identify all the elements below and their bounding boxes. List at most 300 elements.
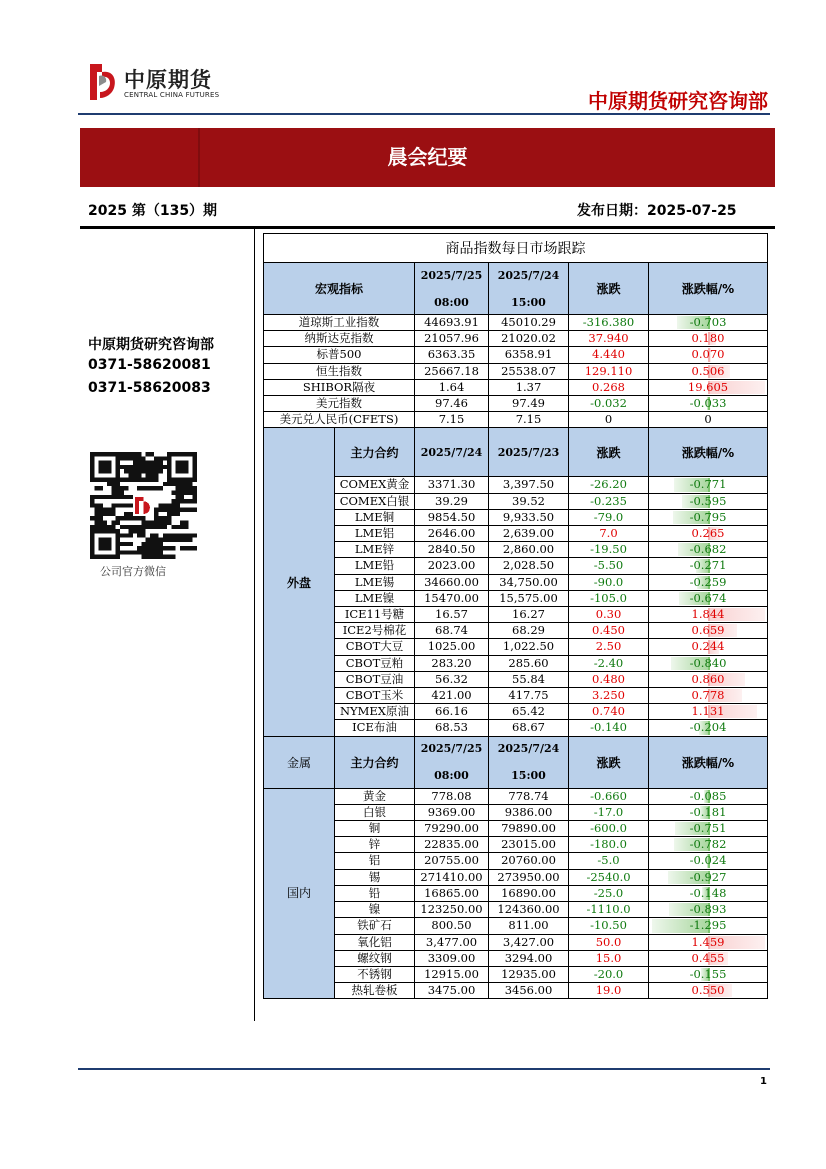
value-current: 3371.30 bbox=[415, 477, 489, 493]
contract-name: 锌 bbox=[335, 837, 415, 853]
value-previous: 2,639.00 bbox=[489, 526, 569, 542]
value-previous: 25538.07 bbox=[489, 363, 569, 379]
group-domestic: 国内 bbox=[264, 788, 335, 999]
table-row bbox=[264, 315, 768, 331]
change-percent-text: -0.271 bbox=[689, 558, 727, 573]
change-value: -19.50 bbox=[569, 542, 649, 558]
change-percent-text: 0.506 bbox=[691, 363, 725, 378]
change-percent-text: -0.840 bbox=[689, 655, 727, 670]
table-header-row bbox=[264, 428, 768, 477]
change-value: -0.660 bbox=[569, 788, 649, 804]
table-row bbox=[264, 379, 768, 395]
value-current: 22835.00 bbox=[415, 837, 489, 853]
indicator-name: 恒生指数 bbox=[264, 363, 415, 379]
change-value: -10.50 bbox=[569, 918, 649, 934]
table-row bbox=[264, 493, 768, 509]
change-percent bbox=[649, 655, 768, 671]
table-row bbox=[264, 788, 768, 804]
value-previous: 15,575.00 bbox=[489, 590, 569, 606]
contract-name: LME锡 bbox=[335, 574, 415, 590]
header-date-previous: 2025/7/23 bbox=[489, 428, 569, 477]
header-change: 涨跌 bbox=[569, 428, 649, 477]
logo-chinese-name: 中原期货 bbox=[124, 68, 212, 92]
value-previous: 124360.00 bbox=[489, 902, 569, 918]
value-current: 9369.00 bbox=[415, 804, 489, 820]
table-row bbox=[264, 837, 768, 853]
indicator-name: 标普500 bbox=[264, 347, 415, 363]
footer-divider bbox=[78, 1068, 770, 1070]
change-value: 4.440 bbox=[569, 347, 649, 363]
value-current: 25667.18 bbox=[415, 363, 489, 379]
sidebar-divider bbox=[254, 229, 255, 1021]
change-percent-text: -0.751 bbox=[689, 821, 727, 836]
contract-name: 铜 bbox=[335, 821, 415, 837]
value-current: 16865.00 bbox=[415, 885, 489, 901]
table-row bbox=[264, 966, 768, 982]
table-row bbox=[264, 509, 768, 525]
change-percent-text: 19.605 bbox=[687, 379, 729, 394]
value-current: 3309.00 bbox=[415, 950, 489, 966]
change-value: 0.268 bbox=[569, 379, 649, 395]
table-row bbox=[264, 720, 768, 736]
value-previous: 16890.00 bbox=[489, 885, 569, 901]
change-value: 15.0 bbox=[569, 950, 649, 966]
value-previous: 9,933.50 bbox=[489, 509, 569, 525]
table-caption: 商品指数每日市场跟踪 bbox=[264, 234, 768, 263]
change-value: -600.0 bbox=[569, 821, 649, 837]
section-divider bbox=[80, 226, 775, 229]
logo-english-name: CENTRAL CHINA FUTURES bbox=[124, 91, 220, 99]
change-percent-text: 0.244 bbox=[691, 639, 725, 654]
value-previous: 9386.00 bbox=[489, 804, 569, 820]
department-title: 中原期货研究咨询部 bbox=[588, 89, 768, 113]
indicator-name: 美元指数 bbox=[264, 396, 415, 412]
contract-name: 螺纹钢 bbox=[335, 950, 415, 966]
qr-caption: 公司官方微信 bbox=[100, 565, 166, 578]
value-previous: 2,860.00 bbox=[489, 542, 569, 558]
change-percent bbox=[649, 347, 768, 363]
header-date-current: 2025/7/24 bbox=[415, 428, 489, 477]
change-percent-text: 0.180 bbox=[691, 331, 725, 346]
change-percent bbox=[649, 671, 768, 687]
table-row bbox=[264, 704, 768, 720]
publish-date: 发布日期：2025-07-25 bbox=[577, 203, 737, 219]
change-value: 19.0 bbox=[569, 983, 649, 999]
value-current: 778.08 bbox=[415, 788, 489, 804]
change-value: 3.250 bbox=[569, 688, 649, 704]
contract-name: 铝 bbox=[335, 853, 415, 869]
change-value: -20.0 bbox=[569, 966, 649, 982]
value-previous: 417.75 bbox=[489, 688, 569, 704]
change-percent bbox=[649, 788, 768, 804]
value-current: 283.20 bbox=[415, 655, 489, 671]
header-category: 金属 bbox=[264, 736, 335, 788]
contract-name: 黄金 bbox=[335, 788, 415, 804]
header-macro-label: 宏观指标 bbox=[264, 263, 415, 315]
table-row bbox=[264, 671, 768, 687]
table-row bbox=[264, 574, 768, 590]
value-previous: 97.49 bbox=[489, 396, 569, 412]
value-current: 7.15 bbox=[415, 412, 489, 428]
change-percent bbox=[649, 623, 768, 639]
change-percent-text: -0.024 bbox=[689, 853, 727, 868]
value-current: 6363.35 bbox=[415, 347, 489, 363]
change-percent-text: -0.155 bbox=[689, 966, 727, 981]
value-current: 39.29 bbox=[415, 493, 489, 509]
value-current: 44693.91 bbox=[415, 315, 489, 331]
header-date-current bbox=[415, 263, 489, 315]
contract-name: LME铜 bbox=[335, 509, 415, 525]
indicator-name: SHIBOR隔夜 bbox=[264, 379, 415, 395]
value-previous: 21020.02 bbox=[489, 331, 569, 347]
contract-name: LME铝 bbox=[335, 526, 415, 542]
group-overseas: 外盘 bbox=[264, 428, 335, 736]
indicator-name: 道琼斯工业指数 bbox=[264, 315, 415, 331]
change-percent-text: -0.782 bbox=[689, 837, 727, 852]
value-current: 34660.00 bbox=[415, 574, 489, 590]
table-row bbox=[264, 331, 768, 347]
change-value: -180.0 bbox=[569, 837, 649, 853]
change-percent bbox=[649, 509, 768, 525]
header-change-percent: 涨跌幅/% bbox=[649, 263, 768, 315]
change-value: 37.940 bbox=[569, 331, 649, 347]
header-change-percent: 涨跌幅/% bbox=[649, 428, 768, 477]
change-percent bbox=[649, 720, 768, 736]
change-value: 50.0 bbox=[569, 934, 649, 950]
header-date-previous bbox=[489, 263, 569, 315]
value-current: 68.53 bbox=[415, 720, 489, 736]
contract-name: LME铅 bbox=[335, 558, 415, 574]
value-previous: 6358.91 bbox=[489, 347, 569, 363]
header-date: 2025/7/24 bbox=[497, 268, 560, 282]
table-row bbox=[264, 607, 768, 623]
change-percent bbox=[649, 821, 768, 837]
change-percent bbox=[649, 477, 768, 493]
change-percent-text: -0.674 bbox=[689, 590, 727, 605]
table-row bbox=[264, 918, 768, 934]
change-value: -2540.0 bbox=[569, 869, 649, 885]
value-current: 3475.00 bbox=[415, 983, 489, 999]
table-row bbox=[264, 590, 768, 606]
change-percent-text: -0.703 bbox=[689, 315, 727, 329]
value-current: 421.00 bbox=[415, 688, 489, 704]
header-date-current bbox=[415, 736, 489, 788]
value-previous: 68.29 bbox=[489, 623, 569, 639]
change-value: 0.30 bbox=[569, 607, 649, 623]
value-previous: 2,028.50 bbox=[489, 558, 569, 574]
table-row bbox=[264, 558, 768, 574]
change-percent bbox=[649, 412, 768, 428]
change-percent bbox=[649, 379, 768, 395]
header-time: 15:00 bbox=[511, 769, 546, 783]
table-row bbox=[264, 347, 768, 363]
change-percent bbox=[649, 853, 768, 869]
change-percent-text: 0.659 bbox=[691, 623, 725, 638]
table-row bbox=[264, 950, 768, 966]
market-tracking-table bbox=[263, 233, 768, 999]
change-percent bbox=[649, 331, 768, 347]
change-value: -0.032 bbox=[569, 396, 649, 412]
company-logo-mark bbox=[88, 62, 118, 102]
value-previous: 12935.00 bbox=[489, 966, 569, 982]
table-row bbox=[264, 804, 768, 820]
change-percent-text: -0.033 bbox=[689, 396, 727, 411]
change-percent-text: 0.778 bbox=[691, 688, 725, 703]
change-value: 0 bbox=[569, 412, 649, 428]
header-date-previous bbox=[489, 736, 569, 788]
contract-name: CBOT大豆 bbox=[335, 639, 415, 655]
change-percent bbox=[649, 950, 768, 966]
value-current: 123250.00 bbox=[415, 902, 489, 918]
change-value: 2.50 bbox=[569, 639, 649, 655]
banner-title: 晨会纪要 bbox=[387, 145, 468, 169]
value-previous: 55.84 bbox=[489, 671, 569, 687]
change-value: 7.0 bbox=[569, 526, 649, 542]
value-previous: 1,022.50 bbox=[489, 639, 569, 655]
change-percent-text: -0.771 bbox=[689, 477, 727, 492]
change-value: -5.50 bbox=[569, 558, 649, 574]
change-percent-text: -0.181 bbox=[689, 804, 727, 819]
value-current: 1025.00 bbox=[415, 639, 489, 655]
change-percent bbox=[649, 574, 768, 590]
value-current: 12915.00 bbox=[415, 966, 489, 982]
change-value: -105.0 bbox=[569, 590, 649, 606]
change-percent-text: -0.204 bbox=[689, 720, 727, 735]
change-value: 0.740 bbox=[569, 704, 649, 720]
change-value: -0.140 bbox=[569, 720, 649, 736]
value-previous: 45010.29 bbox=[489, 315, 569, 331]
change-percent bbox=[649, 837, 768, 853]
value-previous: 79890.00 bbox=[489, 821, 569, 837]
contract-name: ICE11号糖 bbox=[335, 607, 415, 623]
header-divider bbox=[78, 113, 770, 115]
table-row bbox=[264, 869, 768, 885]
value-current: 2840.50 bbox=[415, 542, 489, 558]
sidebar-org-name: 中原期货研究咨询部 bbox=[88, 337, 214, 353]
contract-name: 铅 bbox=[335, 885, 415, 901]
change-percent bbox=[649, 493, 768, 509]
value-current: 9854.50 bbox=[415, 509, 489, 525]
header-contract-label: 主力合约 bbox=[335, 428, 415, 477]
change-value: -2.40 bbox=[569, 655, 649, 671]
value-previous: 23015.00 bbox=[489, 837, 569, 853]
header-date: 2025/7/25 bbox=[420, 268, 483, 282]
change-percent-text: 1.131 bbox=[691, 704, 725, 719]
value-current: 21057.96 bbox=[415, 331, 489, 347]
change-percent bbox=[649, 983, 768, 999]
table-row bbox=[264, 902, 768, 918]
change-percent-text: -0.682 bbox=[689, 542, 727, 557]
contract-name: ICE2号棉花 bbox=[335, 623, 415, 639]
value-previous: 273950.00 bbox=[489, 869, 569, 885]
change-percent-text: 0.070 bbox=[691, 347, 725, 362]
change-percent bbox=[649, 558, 768, 574]
value-previous: 7.15 bbox=[489, 412, 569, 428]
value-current: 16.57 bbox=[415, 607, 489, 623]
change-value: -0.235 bbox=[569, 493, 649, 509]
change-percent-text: -0.927 bbox=[689, 869, 727, 884]
change-percent-text: 0.550 bbox=[691, 983, 725, 998]
value-current: 2023.00 bbox=[415, 558, 489, 574]
contract-name: 氧化铝 bbox=[335, 934, 415, 950]
change-value: -79.0 bbox=[569, 509, 649, 525]
value-previous: 68.67 bbox=[489, 720, 569, 736]
table-row bbox=[264, 526, 768, 542]
table-row bbox=[264, 853, 768, 869]
change-percent bbox=[649, 526, 768, 542]
change-percent-text: 0.455 bbox=[691, 950, 725, 965]
change-percent bbox=[649, 934, 768, 950]
change-percent-text: -0.085 bbox=[689, 788, 727, 803]
value-previous: 3294.00 bbox=[489, 950, 569, 966]
issue-number: 2025 第（135）期 bbox=[88, 203, 218, 219]
table-row bbox=[264, 934, 768, 950]
value-current: 56.32 bbox=[415, 671, 489, 687]
table-row bbox=[264, 363, 768, 379]
table-row bbox=[264, 412, 768, 428]
sidebar-phone-2: 0371-58620083 bbox=[88, 380, 211, 396]
value-current: 79290.00 bbox=[415, 821, 489, 837]
change-percent-text: 0.265 bbox=[691, 526, 725, 541]
value-previous: 34,750.00 bbox=[489, 574, 569, 590]
value-current: 271410.00 bbox=[415, 869, 489, 885]
value-previous: 16.27 bbox=[489, 607, 569, 623]
contract-name: 白银 bbox=[335, 804, 415, 820]
table-header-row bbox=[264, 263, 768, 315]
change-percent-text: 0 bbox=[704, 412, 712, 427]
change-percent-text: 1.459 bbox=[691, 934, 725, 949]
header-change: 涨跌 bbox=[569, 736, 649, 788]
indicator-name: 美元兑人民币(CFETS) bbox=[264, 412, 415, 428]
change-percent-text: -1.295 bbox=[689, 918, 727, 933]
contract-name: NYMEX原油 bbox=[335, 704, 415, 720]
change-percent bbox=[649, 542, 768, 558]
value-previous: 778.74 bbox=[489, 788, 569, 804]
contract-name: CBOT玉米 bbox=[335, 688, 415, 704]
table-row bbox=[264, 639, 768, 655]
header-contract-label: 主力合约 bbox=[335, 736, 415, 788]
value-current: 68.74 bbox=[415, 623, 489, 639]
change-value: -25.0 bbox=[569, 885, 649, 901]
header-time: 08:00 bbox=[434, 295, 469, 309]
change-percent-text: -0.595 bbox=[689, 493, 727, 508]
indicator-name: 纳斯达克指数 bbox=[264, 331, 415, 347]
value-current: 20755.00 bbox=[415, 853, 489, 869]
change-value: -316.380 bbox=[569, 315, 649, 331]
table-row bbox=[264, 623, 768, 639]
value-previous: 3,427.00 bbox=[489, 934, 569, 950]
value-current: 15470.00 bbox=[415, 590, 489, 606]
header-time: 08:00 bbox=[434, 769, 469, 783]
change-percent bbox=[649, 639, 768, 655]
contract-name: 镍 bbox=[335, 902, 415, 918]
change-percent-text: 0.860 bbox=[691, 671, 725, 686]
value-previous: 39.52 bbox=[489, 493, 569, 509]
value-current: 97.46 bbox=[415, 396, 489, 412]
change-value: 0.450 bbox=[569, 623, 649, 639]
contract-name: LME镍 bbox=[335, 590, 415, 606]
change-percent bbox=[649, 363, 768, 379]
change-percent bbox=[649, 688, 768, 704]
change-percent bbox=[649, 396, 768, 412]
table-row bbox=[264, 821, 768, 837]
change-value: -1110.0 bbox=[569, 902, 649, 918]
sidebar-phone-1: 0371-58620081 bbox=[88, 357, 211, 373]
value-previous: 811.00 bbox=[489, 918, 569, 934]
table-row bbox=[264, 983, 768, 999]
contract-name: 铁矿石 bbox=[335, 918, 415, 934]
table-header-row bbox=[264, 736, 768, 788]
contract-name: ICE布油 bbox=[335, 720, 415, 736]
change-percent bbox=[649, 590, 768, 606]
change-percent bbox=[649, 704, 768, 720]
value-previous: 1.37 bbox=[489, 379, 569, 395]
table-row bbox=[264, 655, 768, 671]
value-previous: 20760.00 bbox=[489, 853, 569, 869]
header-time: 15:00 bbox=[511, 295, 546, 309]
wechat-qr-code[interactable] bbox=[90, 452, 197, 559]
change-percent bbox=[649, 918, 768, 934]
change-value: -17.0 bbox=[569, 804, 649, 820]
contract-name: COMEX黄金 bbox=[335, 477, 415, 493]
value-previous: 3456.00 bbox=[489, 983, 569, 999]
table-row bbox=[264, 477, 768, 493]
header-change-percent: 涨跌幅/% bbox=[649, 736, 768, 788]
change-percent bbox=[649, 966, 768, 982]
change-percent-text: -0.893 bbox=[689, 902, 727, 917]
contract-name: LME锌 bbox=[335, 542, 415, 558]
value-current: 2646.00 bbox=[415, 526, 489, 542]
value-previous: 285.60 bbox=[489, 655, 569, 671]
change-percent bbox=[649, 869, 768, 885]
value-previous: 65.42 bbox=[489, 704, 569, 720]
table-row bbox=[264, 396, 768, 412]
change-percent bbox=[649, 315, 768, 331]
header-date: 2025/7/24 bbox=[497, 742, 560, 756]
header-date: 2025/7/25 bbox=[420, 742, 483, 756]
change-percent bbox=[649, 607, 768, 623]
change-percent bbox=[649, 804, 768, 820]
change-percent-text: 1.844 bbox=[691, 607, 725, 622]
table-row bbox=[264, 688, 768, 704]
change-value: -5.0 bbox=[569, 853, 649, 869]
change-value: -90.0 bbox=[569, 574, 649, 590]
change-percent-text: -0.148 bbox=[689, 885, 727, 900]
value-current: 800.50 bbox=[415, 918, 489, 934]
value-current: 66.16 bbox=[415, 704, 489, 720]
change-percent-text: -0.795 bbox=[689, 509, 727, 524]
table-row bbox=[264, 885, 768, 901]
change-percent bbox=[649, 902, 768, 918]
value-current: 3,477.00 bbox=[415, 934, 489, 950]
contract-name: CBOT豆油 bbox=[335, 671, 415, 687]
contract-name: 热轧卷板 bbox=[335, 983, 415, 999]
change-value: 0.480 bbox=[569, 671, 649, 687]
change-percent-text: -0.259 bbox=[689, 574, 727, 589]
change-value: 129.110 bbox=[569, 363, 649, 379]
change-value: -26.20 bbox=[569, 477, 649, 493]
contract-name: 锡 bbox=[335, 869, 415, 885]
value-current: 1.64 bbox=[415, 379, 489, 395]
table-row bbox=[264, 542, 768, 558]
contract-name: COMEX白银 bbox=[335, 493, 415, 509]
contract-name: 不锈钢 bbox=[335, 966, 415, 982]
change-percent bbox=[649, 885, 768, 901]
value-previous: 3,397.50 bbox=[489, 477, 569, 493]
page-number: 1 bbox=[760, 1076, 767, 1087]
header-change: 涨跌 bbox=[569, 263, 649, 315]
contract-name: CBOT豆粕 bbox=[335, 655, 415, 671]
